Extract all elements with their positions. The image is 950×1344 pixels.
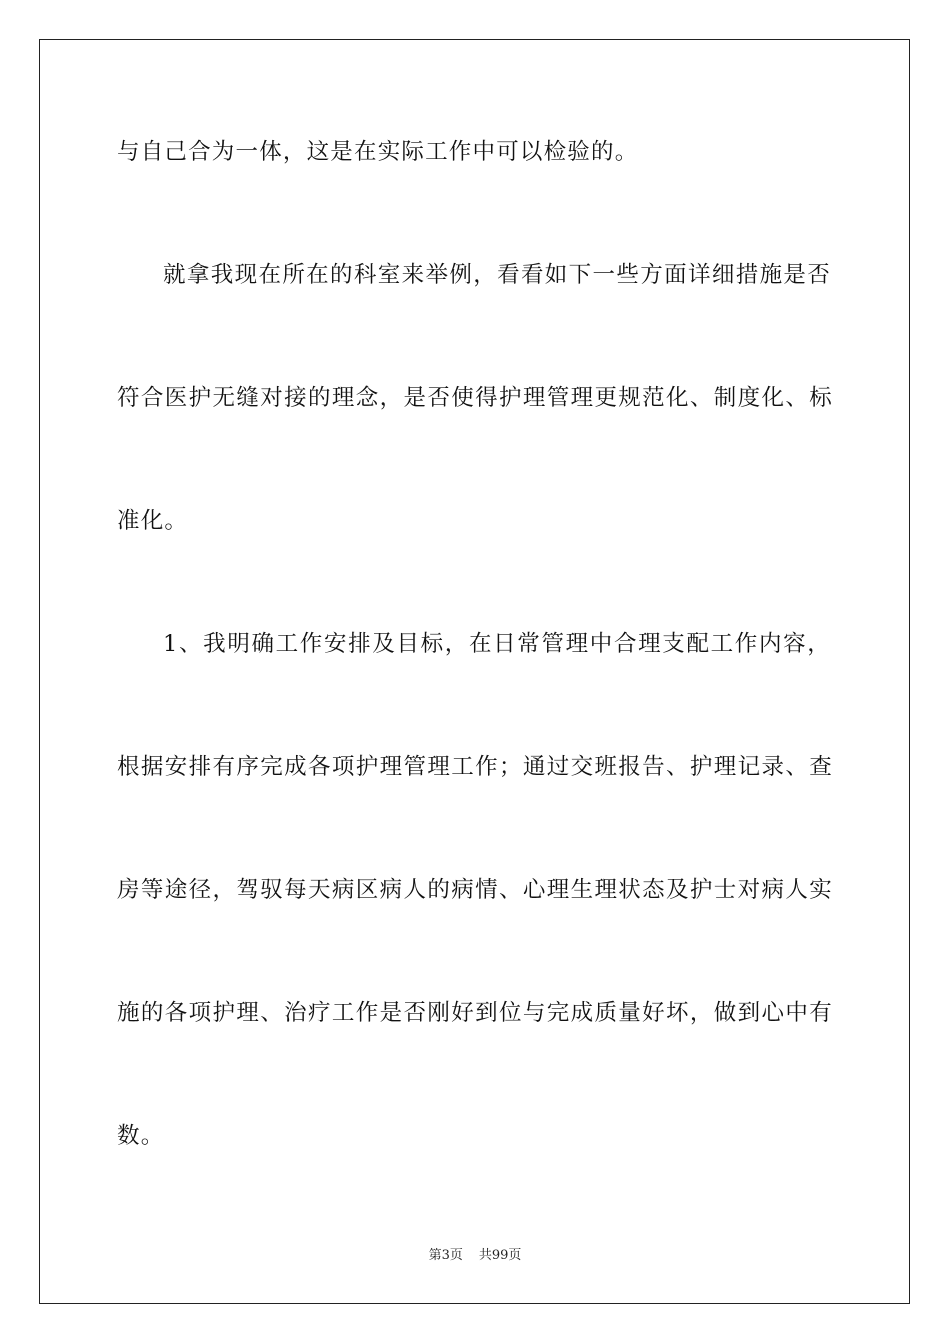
paragraph-line-2: 就拿我现在所在的科室来举例，看看如下一些方面详细措施是否 — [163, 262, 831, 288]
paragraph-line-4: 准化。 — [117, 508, 189, 534]
paragraph-line-3: 符合医护无缝对接的理念，是否使得护理管理更规范化、制度化、标 — [117, 385, 833, 411]
paragraph-line-7: 房等途径，驾驭每天病区病人的病情、心理生理状态及护士对病人实 — [117, 877, 833, 903]
total-pages: 共99页 — [478, 1248, 522, 1263]
page-number: 第3页 — [428, 1248, 463, 1263]
paragraph-line-8: 施的各项护理、治疗工作是否刚好到位与完成质量好坏，做到心中有 — [117, 1000, 833, 1026]
page-border — [39, 39, 910, 1304]
paragraph-line-6: 根据安排有序完成各项护理管理工作；通过交班报告、护理记录、查 — [117, 754, 833, 780]
paragraph-line-1: 与自己合为一体，这是在实际工作中可以检验的。 — [117, 139, 639, 165]
paragraph-line-5: 1、我明确工作安排及目标，在日常管理中合理支配工作内容， — [163, 631, 831, 657]
paragraph-line-9: 数。 — [117, 1123, 165, 1149]
page-footer — [0, 1247, 950, 1265]
